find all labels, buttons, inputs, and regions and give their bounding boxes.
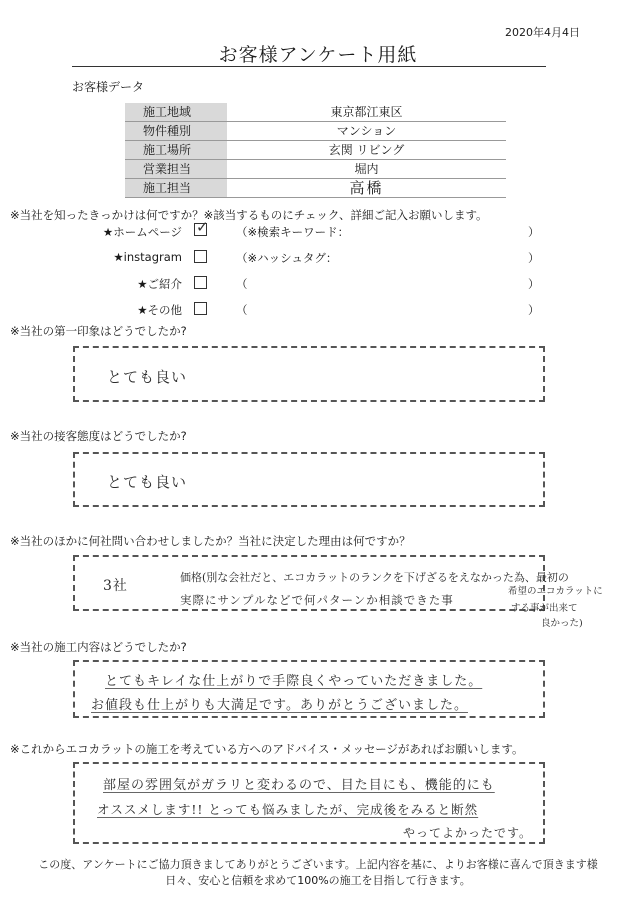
data-label: 施工担当 xyxy=(125,179,227,197)
handwritten-note-line-1: 希望のエコカラットに xyxy=(508,586,603,597)
option-label: ★ご紹介 xyxy=(137,277,182,291)
data-value: 玄関 リビング xyxy=(328,143,405,157)
option-label: ★instagram xyxy=(113,250,182,264)
question-first-impression: ※当社の第一印象はどうでしたか? xyxy=(10,324,187,338)
handwritten-reason-line-1: 価格(別な会社だと、エコカラットのランクを下げざるをえなかった為、最初の xyxy=(180,571,569,584)
question-advice-message: ※これからエコカラットの施工を考えている方へのアドバイス・メッセージがあればお願いします。 xyxy=(10,742,524,756)
data-value: マンション xyxy=(336,124,397,138)
question-customer-service: ※当社の接客態度はどうでしたか? xyxy=(10,429,187,443)
handwritten-answer-line-2: お値段も仕上がりも大満足です。ありがとうございました。 xyxy=(91,698,468,713)
handwritten-answer: とても良い xyxy=(107,368,188,386)
option-referral-detail: （ xyxy=(236,277,248,291)
answer-box-customer-service xyxy=(73,452,545,507)
question-installation-quality: ※当社の施工内容はどうでしたか? xyxy=(10,640,187,654)
option-homepage-label-wrap xyxy=(60,224,182,242)
option-homepage-checkbox[interactable] xyxy=(194,218,209,236)
option-other-checkbox[interactable] xyxy=(194,302,207,315)
data-value: 堀内 xyxy=(354,162,379,176)
question-other-companies: ※当社のほかに何社問い合わせしましたか？当社に決定した理由は何ですか？ xyxy=(10,534,411,548)
customer-data-heading: お客様データ xyxy=(72,80,145,94)
handwritten-message-line-2: オススメします!! とっても悩みましたが、完成後をみると断然 xyxy=(97,802,479,817)
option-paren-close: ） xyxy=(528,277,540,291)
option-referral-checkbox[interactable] xyxy=(194,276,207,289)
answer-box-installation-quality xyxy=(73,660,545,718)
option-paren-close: ） xyxy=(528,225,540,239)
footer-message-line-1: この度、アンケートにご協力頂きましてありがとうございます。上記内容を基に、よりお客様に喜んで頂きます様 xyxy=(38,858,598,871)
data-label: 施工場所 xyxy=(125,141,227,159)
title-divider xyxy=(72,66,546,67)
handwritten-note-line-2: する事が出来て xyxy=(511,603,578,614)
customer-data-table xyxy=(125,103,506,198)
check-mark-icon: ✓ xyxy=(196,218,209,236)
option-other-detail: （ xyxy=(236,303,248,317)
data-label: 営業担当 xyxy=(125,160,227,178)
handwritten-answer: とても良い xyxy=(107,473,188,491)
data-label: 物件種別 xyxy=(125,122,227,140)
data-value-handwritten: 高橋 xyxy=(349,179,384,197)
option-paren-close: ） xyxy=(528,303,540,317)
answer-box-first-impression xyxy=(73,346,545,402)
option-instagram-label-wrap xyxy=(60,250,182,268)
option-referral-label-wrap xyxy=(60,276,182,294)
handwritten-company-count: 3社 xyxy=(103,578,128,594)
handwritten-message-line-3: やってよかったです。 xyxy=(403,826,533,840)
handwritten-note-line-3: 良かった) xyxy=(541,618,583,629)
data-row-area xyxy=(125,103,506,122)
handwritten-reason-line-2: 実際にサンプルなどで何パターンか相談できた事 xyxy=(180,593,454,607)
answer-box-advice-message xyxy=(73,762,545,844)
option-label: ★ホームページ xyxy=(102,225,182,239)
option-paren-close: ） xyxy=(528,251,540,265)
data-row-location xyxy=(125,141,506,160)
option-instagram-detail: （※ハッシュタグ： xyxy=(236,251,338,265)
data-row-installer xyxy=(125,179,506,198)
option-instagram-checkbox[interactable] xyxy=(194,250,207,263)
question-how-found: ※当社を知ったきっかけは何ですか？※該当するものにチェック、詳細ご記入お願いします。 xyxy=(10,208,488,222)
data-label: 施工地域 xyxy=(125,103,227,121)
footer-message-line-2: 日々、安心と信頼を求めて100%の施工を目指して行きます。 xyxy=(165,874,471,887)
option-other-label-wrap xyxy=(60,302,182,320)
page-title: お客様アンケート用紙 xyxy=(218,44,418,66)
option-label: ★その他 xyxy=(137,303,182,317)
handwritten-answer-line-1: とてもキレイな仕上がりで手際良くやっていただきました。 xyxy=(105,674,483,689)
handwritten-message-line-1: 部屋の雰囲気がガラリと変わるので、目た目にも、機能的にも xyxy=(103,778,495,793)
data-row-sales-rep xyxy=(125,160,506,179)
data-value: 東京都江東区 xyxy=(330,105,403,119)
survey-date: 2020年4月4日 xyxy=(505,26,580,39)
data-row-property-type xyxy=(125,122,506,141)
option-homepage-detail: （※検索キーワード： xyxy=(236,225,350,239)
